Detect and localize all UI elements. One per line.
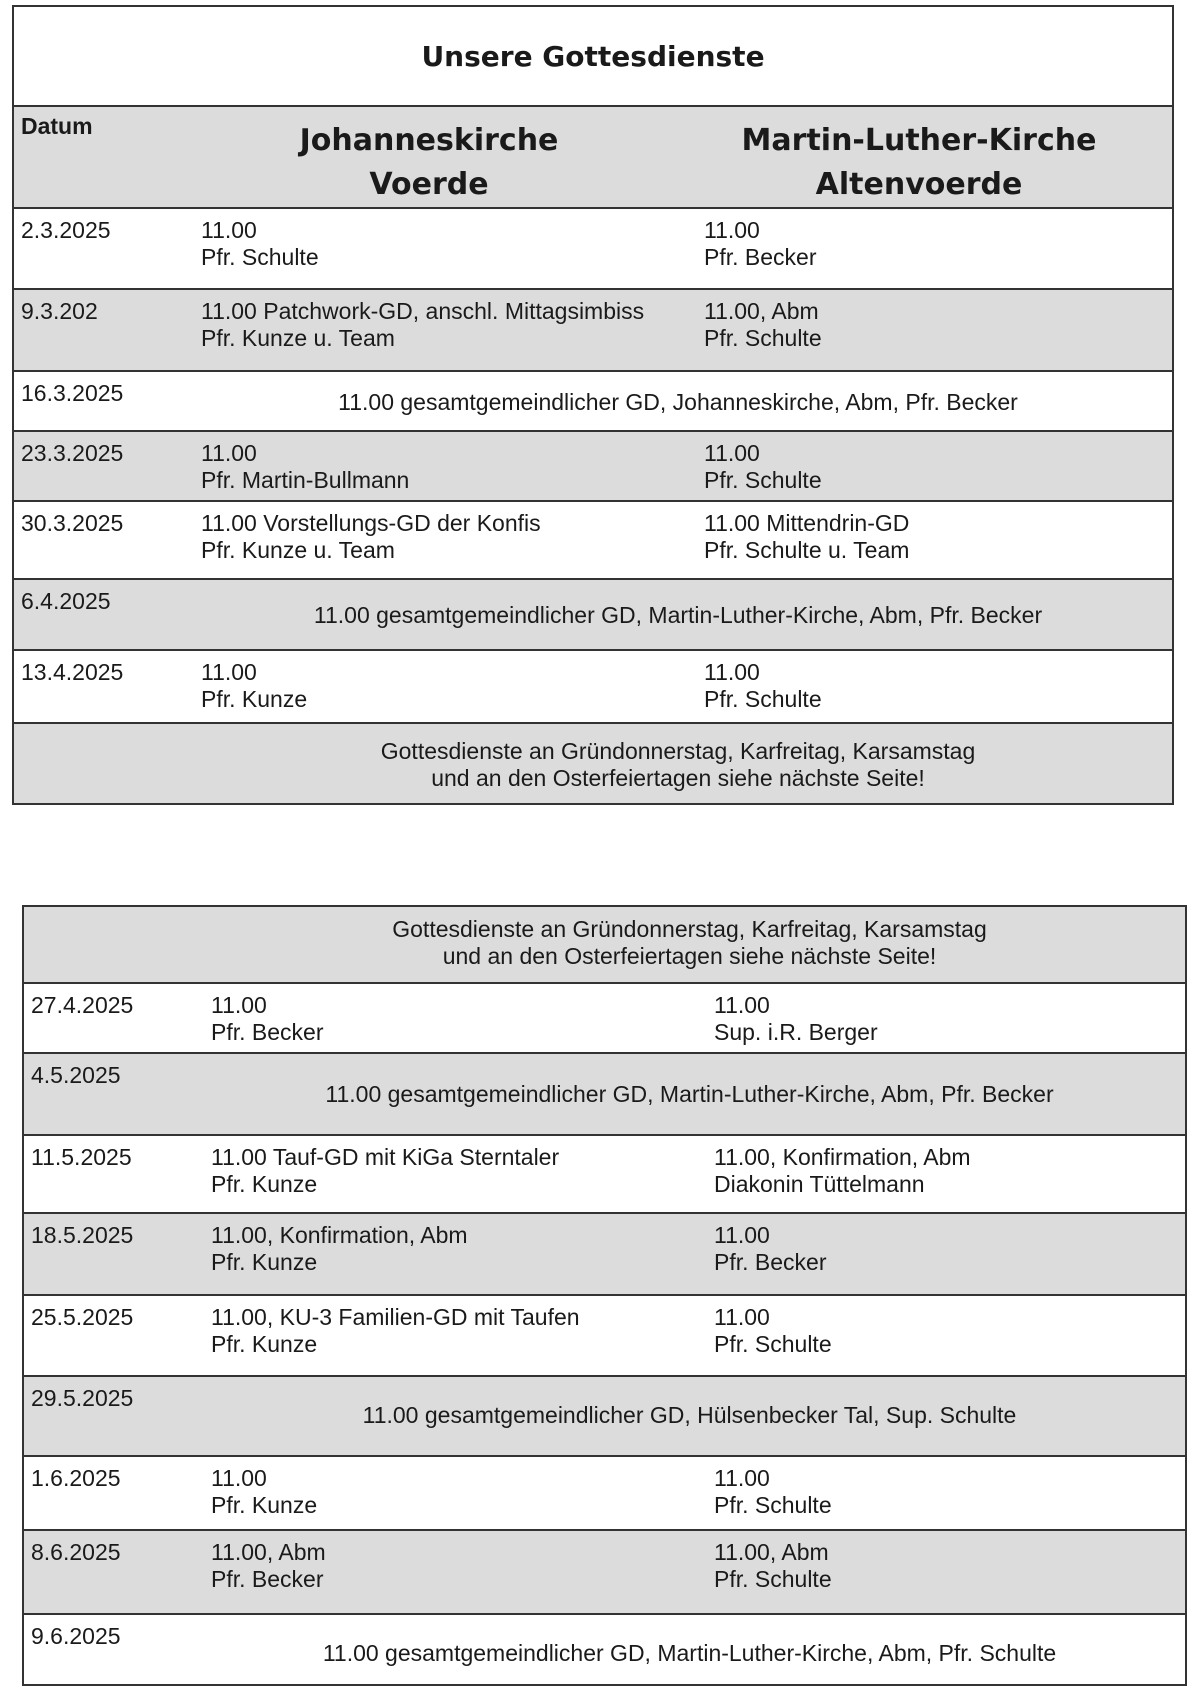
row-date: 27.4.2025 <box>31 992 134 1018</box>
johanneskirche-cell <box>211 1465 317 1519</box>
cell-line: Pfr. Becker <box>714 1249 827 1275</box>
cell-line: 11.00 <box>211 1465 267 1491</box>
cell-line: 11.00 Patchwork-GD, anschl. Mittagsimbiss <box>201 298 645 324</box>
cell-line: 11.00 <box>704 659 760 685</box>
joint-service-cell: 11.00 gesamtgemeindlicher GD, Martin-Luther-Kirche, Abm, Pfr. Becker <box>325 1081 1054 1107</box>
table-row <box>24 1296 1185 1377</box>
cell-line: 11.00, Konfirmation, Abm <box>211 1222 468 1248</box>
cell-line: Pfr. Becker <box>211 1566 324 1592</box>
cell-line: 11.00 <box>201 217 257 243</box>
johanneskirche-cell <box>201 298 644 352</box>
note-line: und an den Osterfeiertagen siehe nächste Seite! <box>431 765 925 791</box>
cell-line: Sup. i.R. Berger <box>714 1019 878 1045</box>
cell-line: 11.00 Tauf-GD mit KiGa Sterntaler <box>211 1144 560 1170</box>
cell-line: 11.00 <box>201 440 257 466</box>
martin-luther-kirche-cell <box>714 1304 832 1358</box>
row-date: 1.6.2025 <box>31 1465 121 1491</box>
cell-line: 11.00 <box>211 992 267 1018</box>
column-header-line: Johanneskirche <box>299 123 559 158</box>
joint-service-cell: 11.00 gesamtgemeindlicher GD, Johanneskirche, Abm, Pfr. Becker <box>338 389 1018 415</box>
cell-line: 11.00 <box>714 1222 770 1248</box>
table-row <box>14 502 1172 580</box>
note-row <box>24 907 1185 984</box>
table-row <box>24 1457 1185 1531</box>
johanneskirche-cell <box>211 1539 326 1593</box>
martin-luther-kirche-cell <box>714 1539 832 1593</box>
table-row <box>14 580 1172 651</box>
table-row <box>14 432 1172 502</box>
martin-luther-kirche-cell <box>704 510 909 564</box>
cell-line: Pfr. Schulte <box>714 1492 832 1518</box>
cell-line: 11.00 <box>714 992 770 1018</box>
column-header-martin-luther-kirche <box>694 119 1144 207</box>
johanneskirche-cell <box>201 440 409 494</box>
row-date: 18.5.2025 <box>31 1222 134 1248</box>
cell-line: 11.00, Abm <box>704 298 819 324</box>
cell-line: Pfr. Kunze <box>211 1331 318 1357</box>
row-date: 6.4.2025 <box>21 588 111 614</box>
table-row <box>14 372 1172 432</box>
cell-line: Pfr. Martin-Bullmann <box>201 467 410 493</box>
column-header-line: Voerde <box>369 167 489 202</box>
martin-luther-kirche-cell <box>714 1144 971 1198</box>
cell-line: 11.00 <box>714 1304 770 1330</box>
johanneskirche-cell <box>201 659 307 713</box>
column-header-line: Martin-Luther-Kirche <box>741 123 1097 158</box>
header-row <box>14 107 1172 209</box>
cell-line: Pfr. Schulte <box>704 325 822 351</box>
cell-line: Pfr. Schulte <box>714 1331 832 1357</box>
table-row <box>24 1531 1185 1615</box>
cell-line: Pfr. Becker <box>211 1019 324 1045</box>
johanneskirche-cell <box>211 1304 580 1358</box>
cell-line: Pfr. Becker <box>704 244 817 270</box>
cell-line: Pfr. Kunze u. Team <box>201 537 395 563</box>
date-column-header: Datum <box>21 113 93 139</box>
schedule-table-1 <box>12 5 1174 805</box>
martin-luther-kirche-cell <box>714 992 878 1046</box>
row-date: 9.3.202 <box>21 298 98 324</box>
table-row <box>24 1214 1185 1296</box>
row-date: 4.5.2025 <box>31 1062 121 1088</box>
table-row <box>14 290 1172 372</box>
table-row <box>14 209 1172 290</box>
cell-line: Pfr. Kunze <box>211 1492 318 1518</box>
cell-line: Pfr. Schulte <box>201 244 319 270</box>
row-date: 25.5.2025 <box>31 1304 134 1330</box>
martin-luther-kirche-cell <box>704 217 816 271</box>
cell-line: Pfr. Kunze u. Team <box>201 325 395 351</box>
cell-line: 11.00, Abm <box>211 1539 326 1565</box>
johanneskirche-cell <box>211 992 323 1046</box>
column-header-line: Altenvoerde <box>815 167 1023 202</box>
cell-line: 11.00 <box>704 217 760 243</box>
row-date: 9.6.2025 <box>31 1623 121 1649</box>
cell-line: 11.00 <box>201 659 257 685</box>
note-line: Gottesdienste an Gründonnerstag, Karfreitag, Karsamstag <box>392 916 987 942</box>
table-row <box>24 1136 1185 1214</box>
cell-line: Pfr. Kunze <box>211 1249 318 1275</box>
joint-service-cell: 11.00 gesamtgemeindlicher GD, Martin-Luther-Kirche, Abm, Pfr. Becker <box>313 602 1043 628</box>
column-header-johanneskirche <box>204 119 654 207</box>
page-title: Unsere Gottesdienste <box>421 40 765 73</box>
cell-line: 11.00, Konfirmation, Abm <box>714 1144 971 1170</box>
table-row <box>24 1377 1185 1457</box>
joint-service-cell: 11.00 gesamtgemeindlicher GD, Hülsenbecker Tal, Sup. Schulte <box>362 1402 1017 1428</box>
cell-line: 11.00, Abm <box>714 1539 829 1565</box>
johanneskirche-cell <box>211 1144 559 1198</box>
cell-line: Diakonin Tüttelmann <box>714 1171 925 1197</box>
cell-line: Pfr. Kunze <box>211 1171 318 1197</box>
martin-luther-kirche-cell <box>704 298 822 352</box>
schedule-table-2 <box>22 905 1187 1686</box>
johanneskirche-cell <box>201 510 541 564</box>
cell-line: Pfr. Kunze <box>201 686 308 712</box>
cell-line: 11.00 <box>714 1465 770 1491</box>
cell-line: 11.00 Mittendrin-GD <box>704 510 910 536</box>
easter-note <box>24 907 1185 970</box>
joint-service-cell: 11.00 gesamtgemeindlicher GD, Martin-Luther-Kirche, Abm, Pfr. Schulte <box>322 1640 1057 1666</box>
row-date: 8.6.2025 <box>31 1539 121 1565</box>
cell-line: Pfr. Schulte u. Team <box>704 537 910 563</box>
table-row <box>24 984 1185 1054</box>
cell-line: Pfr. Schulte <box>704 467 822 493</box>
martin-luther-kirche-cell <box>704 659 822 713</box>
martin-luther-kirche-cell <box>704 440 822 494</box>
johanneskirche-cell <box>211 1222 468 1276</box>
martin-luther-kirche-cell <box>714 1465 832 1519</box>
table-row <box>14 651 1172 724</box>
cell-line: 11.00 <box>704 440 760 466</box>
martin-luther-kirche-cell <box>714 1222 826 1276</box>
row-date: 23.3.2025 <box>21 440 124 466</box>
cell-line: Pfr. Schulte <box>704 686 822 712</box>
easter-note <box>14 724 1172 792</box>
row-date: 16.3.2025 <box>21 380 124 406</box>
row-date: 13.4.2025 <box>21 659 124 685</box>
row-date: 11.5.2025 <box>31 1144 132 1170</box>
note-line: und an den Osterfeiertagen siehe nächste Seite! <box>442 943 937 969</box>
table-row <box>24 1615 1185 1684</box>
note-row <box>14 724 1172 803</box>
row-date: 2.3.2025 <box>21 217 111 243</box>
title-row <box>14 7 1172 107</box>
cell-line: 11.00, KU-3 Familien-GD mit Taufen <box>211 1304 580 1330</box>
johanneskirche-cell <box>201 217 319 271</box>
cell-line: Pfr. Schulte <box>714 1566 832 1592</box>
row-date: 29.5.2025 <box>31 1385 134 1411</box>
table-row <box>24 1054 1185 1136</box>
row-date: 30.3.2025 <box>21 510 124 536</box>
cell-line: 11.00 Vorstellungs-GD der Konfis <box>201 510 541 536</box>
note-line: Gottesdienste an Gründonnerstag, Karfreitag, Karsamstag <box>380 738 976 764</box>
